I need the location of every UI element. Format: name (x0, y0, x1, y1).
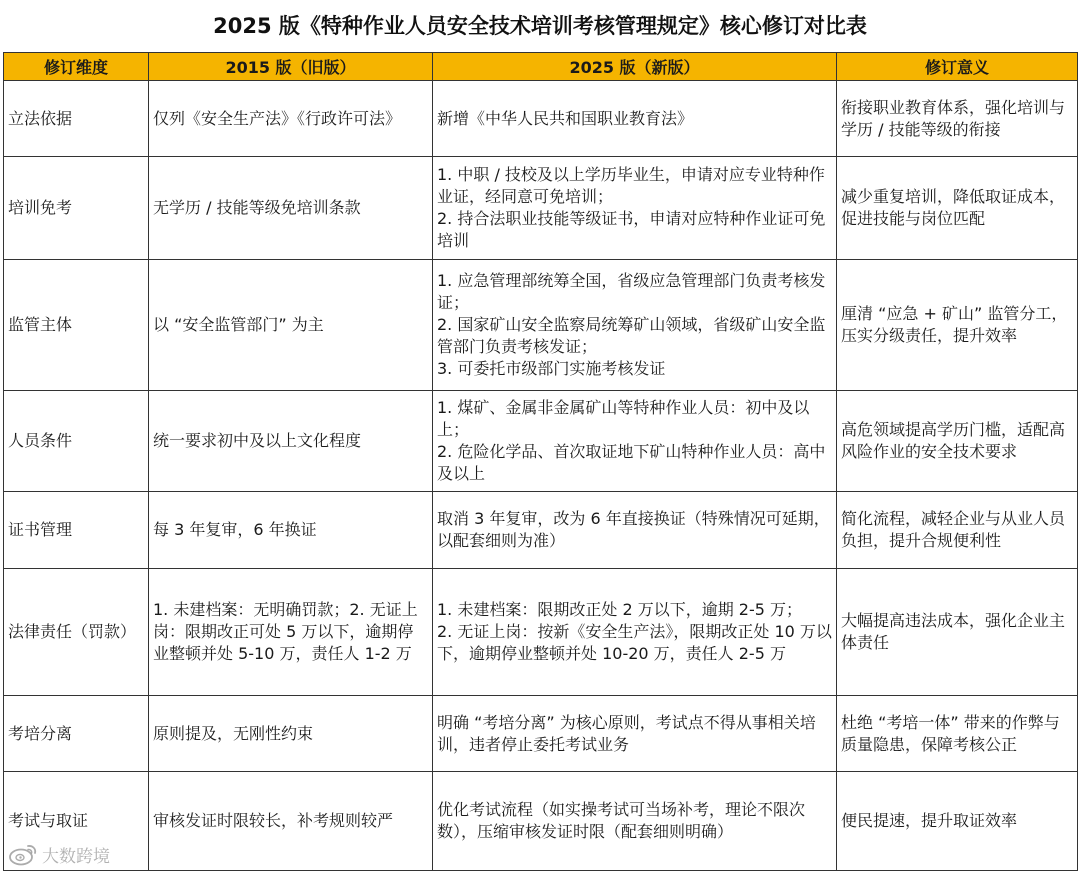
header-row (4, 53, 1078, 81)
header-old-version: 2015 版（旧版） (149, 53, 433, 81)
cell-meaning: 简化流程，减轻企业与从业人员负担，提升合规便利性 (837, 492, 1078, 569)
cell-dimension: 人员条件 (4, 391, 149, 492)
new-version-item: 取消 3 年复审，改为 6 年直接换证（特殊情况可延期，以配套细则为准） (437, 509, 830, 550)
cell-meaning: 便民提速，提升取证效率 (837, 772, 1078, 871)
new-version-item: 优化考试流程（如实操考试可当场补考，理论不限次数），压缩审核发证时限（配套细则明确） (437, 800, 806, 841)
new-version-item: 明确 “考培分离” 为核心原则，考试点不得从事相关培训，违者停止委托考试业务 (437, 712, 816, 754)
comparison-table (3, 52, 1078, 871)
new-version-item: 2. 国家矿山安全监察局统筹矿山领域，省级矿山安全监管部门负责考核发证； (437, 315, 826, 356)
cell-dimension: 立法依据 (4, 81, 149, 157)
new-version-item: 1. 应急管理部统筹全国，省级应急管理部门负责考核发证； (437, 271, 826, 312)
cell-meaning: 大幅提高违法成本，强化企业主体责任 (837, 569, 1078, 696)
cell-meaning: 杜绝 “考培一体” 带来的作弊与质量隐患，保障考核公正 (837, 696, 1078, 772)
cell-dimension: 证书管理 (4, 492, 149, 569)
watermark (8, 840, 110, 868)
new-version-item: 1. 未建档案：限期改正处 2 万以下，逾期 2-5 万； (437, 600, 803, 619)
cell-new-version (433, 569, 837, 696)
new-version-item: 3. 可委托市级部门实施考核发证 (437, 359, 666, 378)
table-title: 2025 版《特种作业人员安全技术培训考核管理规定》核心修订对比表 (213, 14, 867, 38)
new-version-item: 1. 中职 / 技校及以上学历毕业生，申请对应专业特种作业证，经同意可免培训； (437, 165, 825, 206)
table-row (4, 696, 1078, 772)
table-row (4, 260, 1078, 391)
header-dimension: 修订维度 (4, 53, 149, 81)
watermark-text: 大数跨境 (42, 846, 110, 867)
cell-dimension: 培训免考 (4, 157, 149, 260)
header-meaning: 修订意义 (837, 53, 1078, 81)
cell-new-version (433, 772, 837, 871)
table-row (4, 772, 1078, 871)
cell-meaning: 厘清 “应急 + 矿山” 监管分工，压实分级责任，提升效率 (837, 260, 1078, 391)
cell-new-version (433, 492, 837, 569)
new-version-item: 2. 危险化学品、首次取证地下矿山特种作业人员：高中及以上 (437, 442, 826, 483)
cell-meaning: 高危领域提高学历门槛，适配高风险作业的安全技术要求 (837, 391, 1078, 492)
table-row (4, 157, 1078, 260)
cell-old-version: 仅列《安全生产法》《行政许可法》 (149, 81, 433, 157)
weibo-logo-icon (8, 842, 38, 866)
cell-old-version: 原则提及，无刚性约束 (149, 696, 433, 772)
cell-new-version (433, 696, 837, 772)
table-row (4, 81, 1078, 157)
cell-meaning: 减少重复培训，降低取证成本，促进技能与岗位匹配 (837, 157, 1078, 260)
new-version-item: 1. 煤矿、金属非金属矿山等特种作业人员：初中及以上； (437, 398, 810, 439)
new-version-item: 2. 无证上岗：按新《安全生产法》，限期改正处 10 万以下，逾期停业整顿并处 10-20 万，责任人 2-5 万 (437, 622, 832, 663)
cell-dimension: 考培分离 (4, 696, 149, 772)
cell-old-version: 无学历 / 技能等级免培训条款 (149, 157, 433, 260)
cell-old-version: 审核发证时限较长，补考规则较严 (149, 772, 433, 871)
new-version-item: 新增《中华人民共和国职业教育法》 (437, 108, 694, 128)
cell-old-version: 1. 未建档案：无明确罚款；2. 无证上岗：限期改正可处 5 万以下，逾期停业整顿并处 5-10 万，责任人 1-2 万 (149, 569, 433, 696)
cell-dimension: 法律责任（罚款） (4, 569, 149, 696)
cell-old-version: 以 “安全监管部门” 为主 (149, 260, 433, 391)
header-new-version: 2025 版（新版） (433, 53, 837, 81)
cell-new-version (433, 81, 837, 157)
cell-new-version (433, 260, 837, 391)
cell-dimension: 监管主体 (4, 260, 149, 391)
table-row (4, 391, 1078, 492)
cell-meaning: 衔接职业教育体系，强化培训与学历 / 技能等级的衔接 (837, 81, 1078, 157)
table-row (4, 569, 1078, 696)
cell-new-version (433, 157, 837, 260)
cell-dimension: 考试与取证 (4, 772, 149, 871)
cell-old-version: 统一要求初中及以上文化程度 (149, 391, 433, 492)
table-row (4, 492, 1078, 569)
new-version-item: 2. 持合法职业技能等级证书，申请对应特种作业证可免培训 (437, 209, 826, 250)
cell-new-version (433, 391, 837, 492)
cell-old-version: 每 3 年复审，6 年换证 (149, 492, 433, 569)
